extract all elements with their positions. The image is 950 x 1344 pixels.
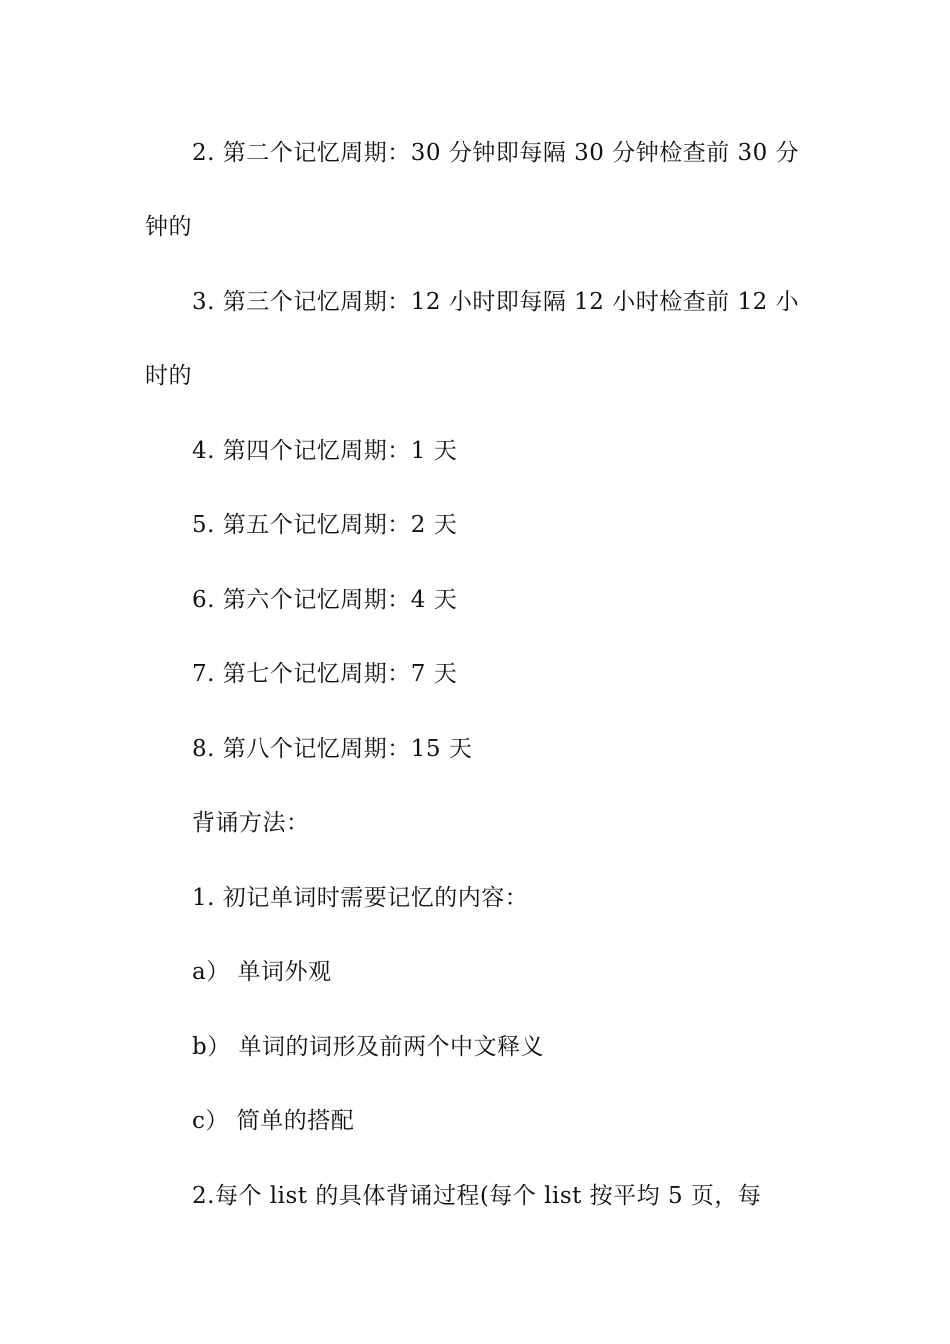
paragraph-line: 2. 第二个记忆周期：30 分钟即每隔 30 分钟检查前 30 分 — [192, 140, 800, 166]
list-item: 6. 第六个记忆周期：4 天 — [192, 587, 458, 613]
paragraph-line: 3. 第三个记忆周期：12 小时即每隔 12 小时检查前 12 小 — [192, 289, 800, 315]
paragraph-line: 时的 — [145, 363, 192, 389]
section-heading: 背诵方法： — [192, 810, 310, 836]
list-item: 8. 第八个记忆周期：15 天 — [192, 736, 473, 762]
sub-list-item: a） 单词外观 — [192, 959, 332, 985]
paragraph-line: 钟的 — [145, 214, 192, 240]
paragraph-line: 2.每个 list 的具体背诵过程(每个 list 按平均 5 页，每 — [192, 1183, 762, 1209]
sub-list-item: c） 简单的搭配 — [192, 1108, 355, 1134]
list-item: 1. 初记单词时需要记忆的内容： — [192, 885, 529, 911]
list-item: 5. 第五个记忆周期：2 天 — [192, 512, 458, 538]
list-item: 7. 第七个记忆周期：7 天 — [192, 661, 458, 687]
sub-list-item: b） 单词的词形及前两个中文释义 — [192, 1034, 545, 1060]
list-item: 4. 第四个记忆周期：1 天 — [192, 438, 458, 464]
